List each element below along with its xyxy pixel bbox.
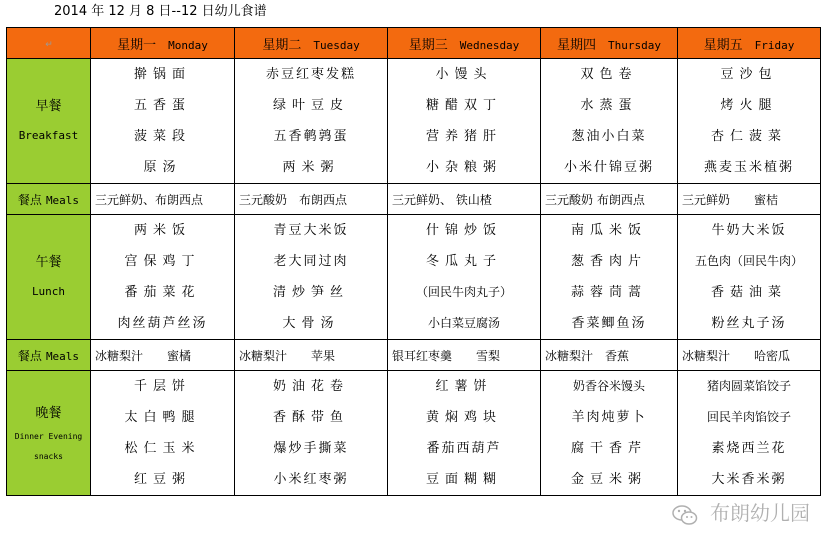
dinner-monday: 千层饼 太白鸭腿 松仁玉米 红豆粥 xyxy=(91,371,235,496)
morning-snack-wednesday: 三元鲜奶、 铁山楂 xyxy=(388,184,541,215)
lunch-monday: 两米饭 宫保鸡丁 番茄菜花 肉丝葫芦丝汤 xyxy=(91,215,235,340)
paragraph-mark-icon: ↵ xyxy=(45,39,53,50)
breakfast-label: 早餐 Breakfast xyxy=(7,59,91,184)
morning-snack-friday: 三元鲜奶 蜜桔 xyxy=(678,184,821,215)
lunch-label: 午餐 Lunch xyxy=(7,215,91,340)
dinner-wednesday: 红薯饼 黄焖鸡块 番茄西葫芦 豆面糊糊 xyxy=(388,371,541,496)
afternoon-snack-monday: 冰糖梨汁 蜜橘 xyxy=(91,340,235,371)
dinner-row xyxy=(7,371,821,496)
header-day-wednesday: 星期三 Wednesday xyxy=(388,28,541,59)
menu-title: 2014 年 12 月 8 日--12 日幼儿食谱 xyxy=(54,4,267,19)
header-corner xyxy=(7,28,91,59)
dinner-label: 晚餐 Dinner Evening snacks xyxy=(7,371,91,496)
morning-snack-monday: 三元鲜奶、布朗西点 xyxy=(91,184,235,215)
dinner-tuesday: 奶油花卷 香酥带鱼 爆炒手撕菜 小米红枣粥 xyxy=(235,371,388,496)
lunch-friday: 牛奶大米饭 五色肉（回民牛肉） 香菇油菜 粉丝丸子汤 xyxy=(678,215,821,340)
breakfast-friday: 豆沙包 烤火腿 杏仁菠菜 燕麦玉米植粥 xyxy=(678,59,821,184)
breakfast-wednesday: 小馒头 糖醋双丁 营养猪肝 小杂粮粥 xyxy=(388,59,541,184)
breakfast-tuesday: 赤豆红枣发糕 绿叶豆皮 五香鹌鹑蛋 两米粥 xyxy=(235,59,388,184)
lunch-wednesday: 什锦炒饭 冬瓜丸子 （回民牛肉丸子） 小白菜豆腐汤 xyxy=(388,215,541,340)
breakfast-row xyxy=(7,59,821,184)
morning-snack-label: 餐点 Meals xyxy=(7,184,91,215)
breakfast-thursday: 双色卷 水蒸蛋 葱油小白菜 小米什锦豆粥 xyxy=(541,59,678,184)
morning-snack-tuesday: 三元酸奶 布朗西点 xyxy=(235,184,388,215)
header-day-tuesday: 星期二 Tuesday xyxy=(235,28,388,59)
dinner-friday: 猪肉圆菜馅饺子 回民羊肉馅饺子 素烧西兰花 大米香米粥 xyxy=(678,371,821,496)
breakfast-monday: 擀锅面 五香蛋 菠菜段 原汤 xyxy=(91,59,235,184)
watermark xyxy=(672,500,810,526)
lunch-tuesday: 青豆大米饭 老大同过肉 清炒笋丝 大骨汤 xyxy=(235,215,388,340)
header-row xyxy=(7,28,821,59)
afternoon-snack-wednesday: 银耳红枣羹 雪梨 xyxy=(388,340,541,371)
watermark-text: 布朗幼儿园 xyxy=(710,501,810,525)
lunch-thursday: 南瓜米饭 葱香肉片 蒜蓉茼蒿 香菜鲫鱼汤 xyxy=(541,215,678,340)
afternoon-snack-label: 餐点 Meals xyxy=(7,340,91,371)
header-day-monday: 星期一 Monday xyxy=(91,28,235,59)
wechat-icon xyxy=(672,504,698,526)
dinner-thursday: 奶香谷米馒头 羊肉炖萝卜 腐干香芹 金豆米粥 xyxy=(541,371,678,496)
afternoon-snack-thursday: 冰糖梨汁 香蕉 xyxy=(541,340,678,371)
header-day-thursday: 星期四 Thursday xyxy=(541,28,678,59)
weekly-menu-table xyxy=(6,27,821,496)
morning-snack-row xyxy=(7,184,821,215)
afternoon-snack-tuesday: 冰糖梨汁 苹果 xyxy=(235,340,388,371)
morning-snack-thursday: 三元酸奶 布朗西点 xyxy=(541,184,678,215)
afternoon-snack-friday: 冰糖梨汁 哈密瓜 xyxy=(678,340,821,371)
afternoon-snack-row xyxy=(7,340,821,371)
header-day-friday: 星期五 Friday xyxy=(678,28,821,59)
lunch-row xyxy=(7,215,821,340)
